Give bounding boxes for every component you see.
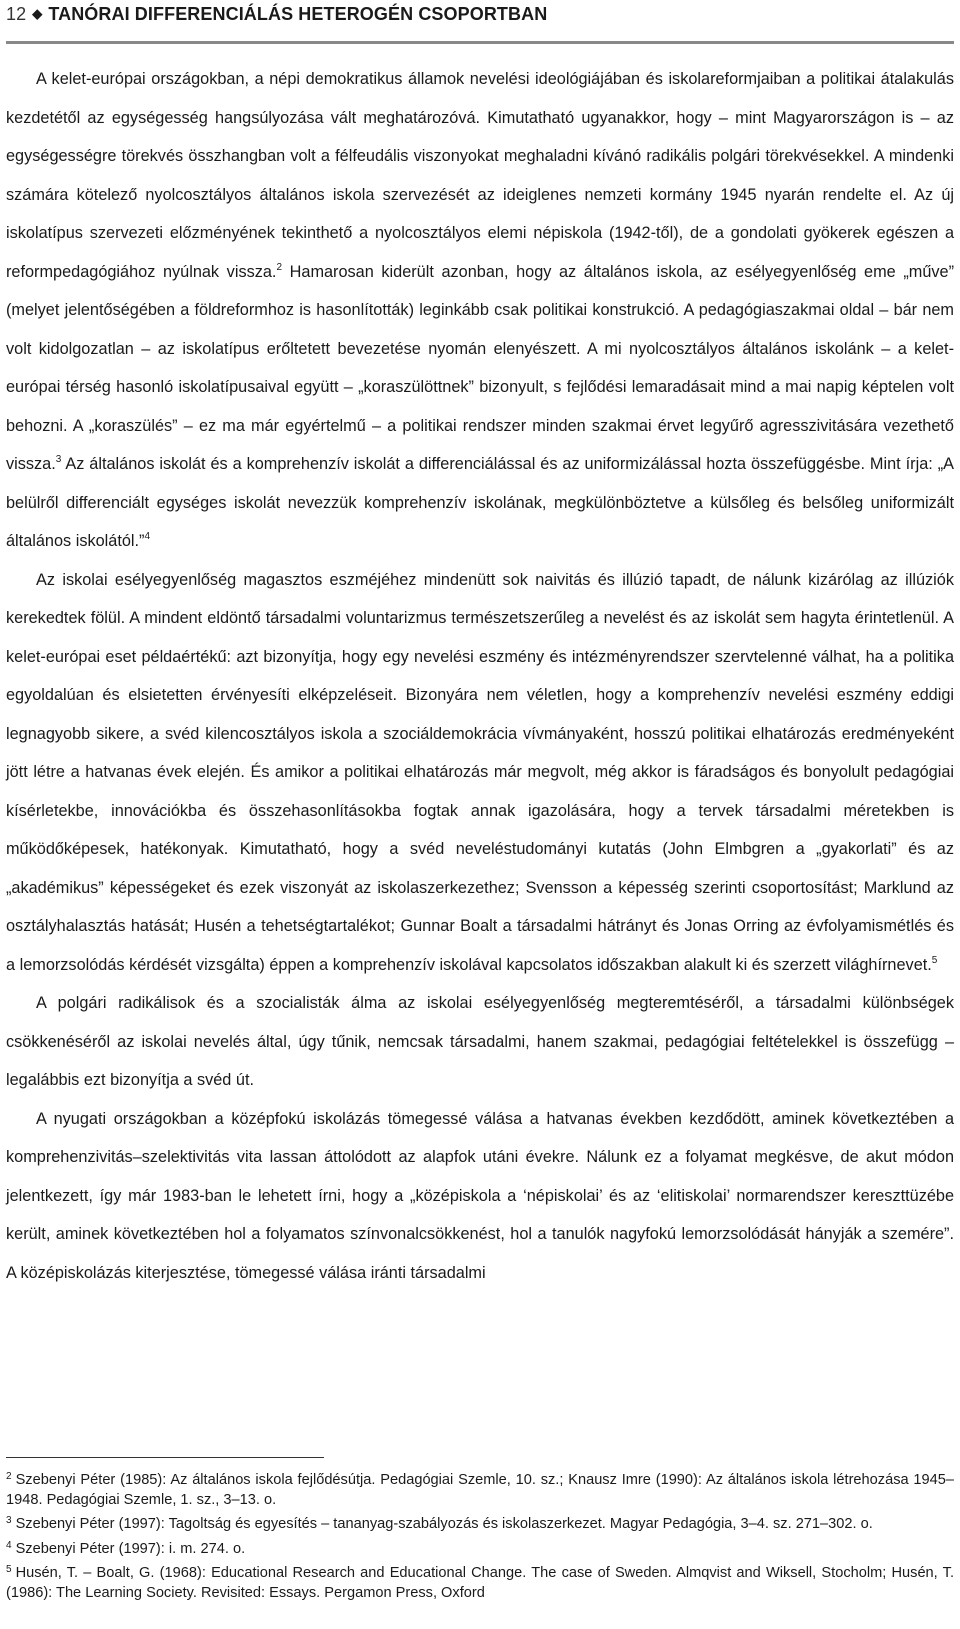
paragraph-text: Hamarosan kiderült azonban, hogy az általános iskola, az esélyegyenlőség eme „műve” (melyet jelentőségében a földreformhoz is hasonlították) leginkább csak politikai konstrukció. A pedagógiaszakmai oldal – bár nem volt kidolgozatlan – az iskolatípus erőltetett bevezetése nyomán elenyészett. A mi nyolcosztályos általános iskolánk – a kelet-európai térség hasonló iskolatípusaival együtt – „koraszülöttnek” bizonyult, s fejlődési lemaradásait mind a mai napig képtelen volt behozni. A „koraszülés” – ez ma már egyértelmű – a politikai rendszer minden szakmai érvet legyűrő agresszivitására vezethető vissza.	[6, 262, 954, 473]
footnote-number: 2	[6, 1471, 12, 1482]
footnote-ref: 2	[276, 261, 283, 273]
paragraph	[6, 1100, 954, 1293]
footnote-text: Szebenyi Péter (1997): Tagoltság és egyesítés – tananyag-szabályozás és iskolaszerkezet. Magyar Pedagógia, 3–4. sz. 271–302. o.	[15, 1516, 873, 1533]
footnote-text: Szebenyi Péter (1985): Az általános iskola fejlődésútja. Pedagógiai Szemle, 10. sz.; Knausz Imre (1990): Az általános iskola létrehozása 1945–1948. Pedagógiai Szemle, 1. sz., 3–13. o.	[6, 1472, 954, 1508]
footnote	[6, 1511, 954, 1535]
footnote	[6, 1560, 954, 1603]
footnotes	[6, 1467, 954, 1605]
paragraph-text: A nyugati országokban a középfokú iskolázás tömegessé válása a hatvanas években kezdődött, aminek következtében a komprehenzivitás–szelektivitás vita lassan áttolódott az alapfok utáni évekre. Nálunk ez a folyamat megkésve, de akut módon jelentkezett, így már 1983-ban le lehetett írni, hogy a „középiskola a ‘népiskolai’ és az ‘elitiskolai’ normarendszer kereszttüzébe került, aminek következtében hol a folyamatos színvonalcsökkenést, hol a tanulók nagyfokú lemorzsolódását hányják a szemére”. A középiskolázás kiterjesztése, tömegessé válása iránti társadalmi	[6, 1109, 954, 1282]
footnote-text: Szebenyi Péter (1997): i. m. 274. o.	[15, 1540, 246, 1557]
footnote	[6, 1467, 954, 1510]
paragraph-text: Az iskolai esélyegyenlőség magasztos eszméjéhez mindenütt sok naivitás és illúzió tapadt, de nálunk kizárólag az illúziók kerekedtek fölül. A mindent eldöntő társadalmi voluntarizmus természetszerűleg a nevelést és az iskolát sem hagyta érintetlenül. A kelet-európai eset példaértékű: azt bizonyítja, hogy egy nevelési eszmény és intézményrendszer szervtelenné válhat, ha a politika egyoldalúan és elsietetten érvényesíti elképzeléseit. Bizonyára nem véletlen, hogy a komprehenzív nevelési eszmény eddigi legnagyobb sikere, a svéd kilencosztályos iskola a szociáldemokrácia vívmányaként, hosszú politikai elhatározás eredményeként jött létre a hatvanas évek elején. És amikor a politikai elhatározás már megvolt, még akkor is fáradságos és bonyolult pedagógiai kísérletekbe, innovációkba és összehasonlításokba fogtak annak igazolására, hogy a tervek társadalmi méretekben is működőképesek, hatékonyak. Kimutatható, hogy a svéd neveléstudományi kutatás (John Elmbgren a „gyakorlati” és az „akadémikus” képességeket és ezek viszonyát az iskolaszerkezethez; Svensson a képesség szerinti csoportosítást; Marklund az osztályhalasztás hatását; Husén a tehetségtartalékot; Gunnar Boalt a társadalmi hátrányt és Jonas Orring az évfolyamismétlés és a lemorzsolódás kérdését vizsgálta) éppen a komprehenzív iskolával kapcsolatos időszakban alakult ki és szerzett világhírnevet.	[6, 570, 954, 974]
paragraph-text: Az általános iskolát és a komprehenzív iskolát a differenciálással és az uniformizálással hozta összefüggésbe. Mint írja: „A belülről differenciált egységes iskolát nevezzük komprehenzív iskolának, megkülönböztetve a külsőleg és belsőleg uniformizált általános iskolától.”	[6, 455, 954, 550]
running-header	[6, 4, 954, 38]
header-rule	[6, 41, 954, 44]
body-text	[6, 60, 954, 1292]
running-title: TANÓRAI DIFFERENCIÁLÁS HETEROGÉN CSOPORTBAN	[48, 4, 548, 24]
paragraph	[6, 60, 954, 561]
paragraph-text: A kelet-európai országokban, a népi demokratikus államok nevelési ideológiájában és iskolareformjaiban a politikai átalakulás kezdetétől az egységesség hangsúlyozása vált meghatározóvá. Kimutatható ugyanakkor, hogy – mint Magyarországon is – az egységességre törekvés összhangban volt a félfeudális viszonyokat meghaladni kívánó radikális polgári törekvésekkel. A mindenki számára kötelező nyolcosztályos általános iskola szervezését az ideiglenes nemzeti kormány 1945 nyarán rendelte el. Az új iskolatípus szervezeti előzményének tekinthető a nyolcosztályos elemi népiskola (1942-től), de a gondolati gyökerek egészen a reformpedagógiához nyúlnak vissza.	[6, 70, 954, 281]
footnote-ref: 5	[931, 954, 938, 966]
footnote-separator	[6, 1457, 324, 1458]
page-number: 12	[6, 4, 27, 24]
footnote-number: 5	[6, 1564, 12, 1576]
footnote-ref: 4	[144, 531, 151, 542]
paragraph	[6, 561, 954, 985]
paragraph	[6, 984, 954, 1100]
footnote	[6, 1536, 954, 1560]
footnote-text: Husén, T. – Boalt, G. (1968): Educational Research and Educational Change. The case of Sweden. Almqvist and Wiksell, Stocholm; Husén, T. (1986): The Learning Society. Revisited: Essays. Pergamon Press, Oxford	[6, 1565, 954, 1601]
paragraph-text: A polgári radikálisok és a szocialisták álma az iskolai esélyegyenlőség megteremtéséről, a társadalmi különbségek csökkenéséről az iskolai nevelés által, úgy tűnik, nemcsak társadalmi, hanem szakmai, pedagógiai feltételekkel is összefügg – legalábbis ezt bizonyítja a svéd út.	[6, 994, 954, 1089]
diamond-icon: ◆	[32, 6, 43, 21]
footnote-ref: 3	[55, 454, 62, 465]
footnote-number: 3	[6, 1515, 12, 1527]
footnote-number: 4	[6, 1539, 12, 1551]
